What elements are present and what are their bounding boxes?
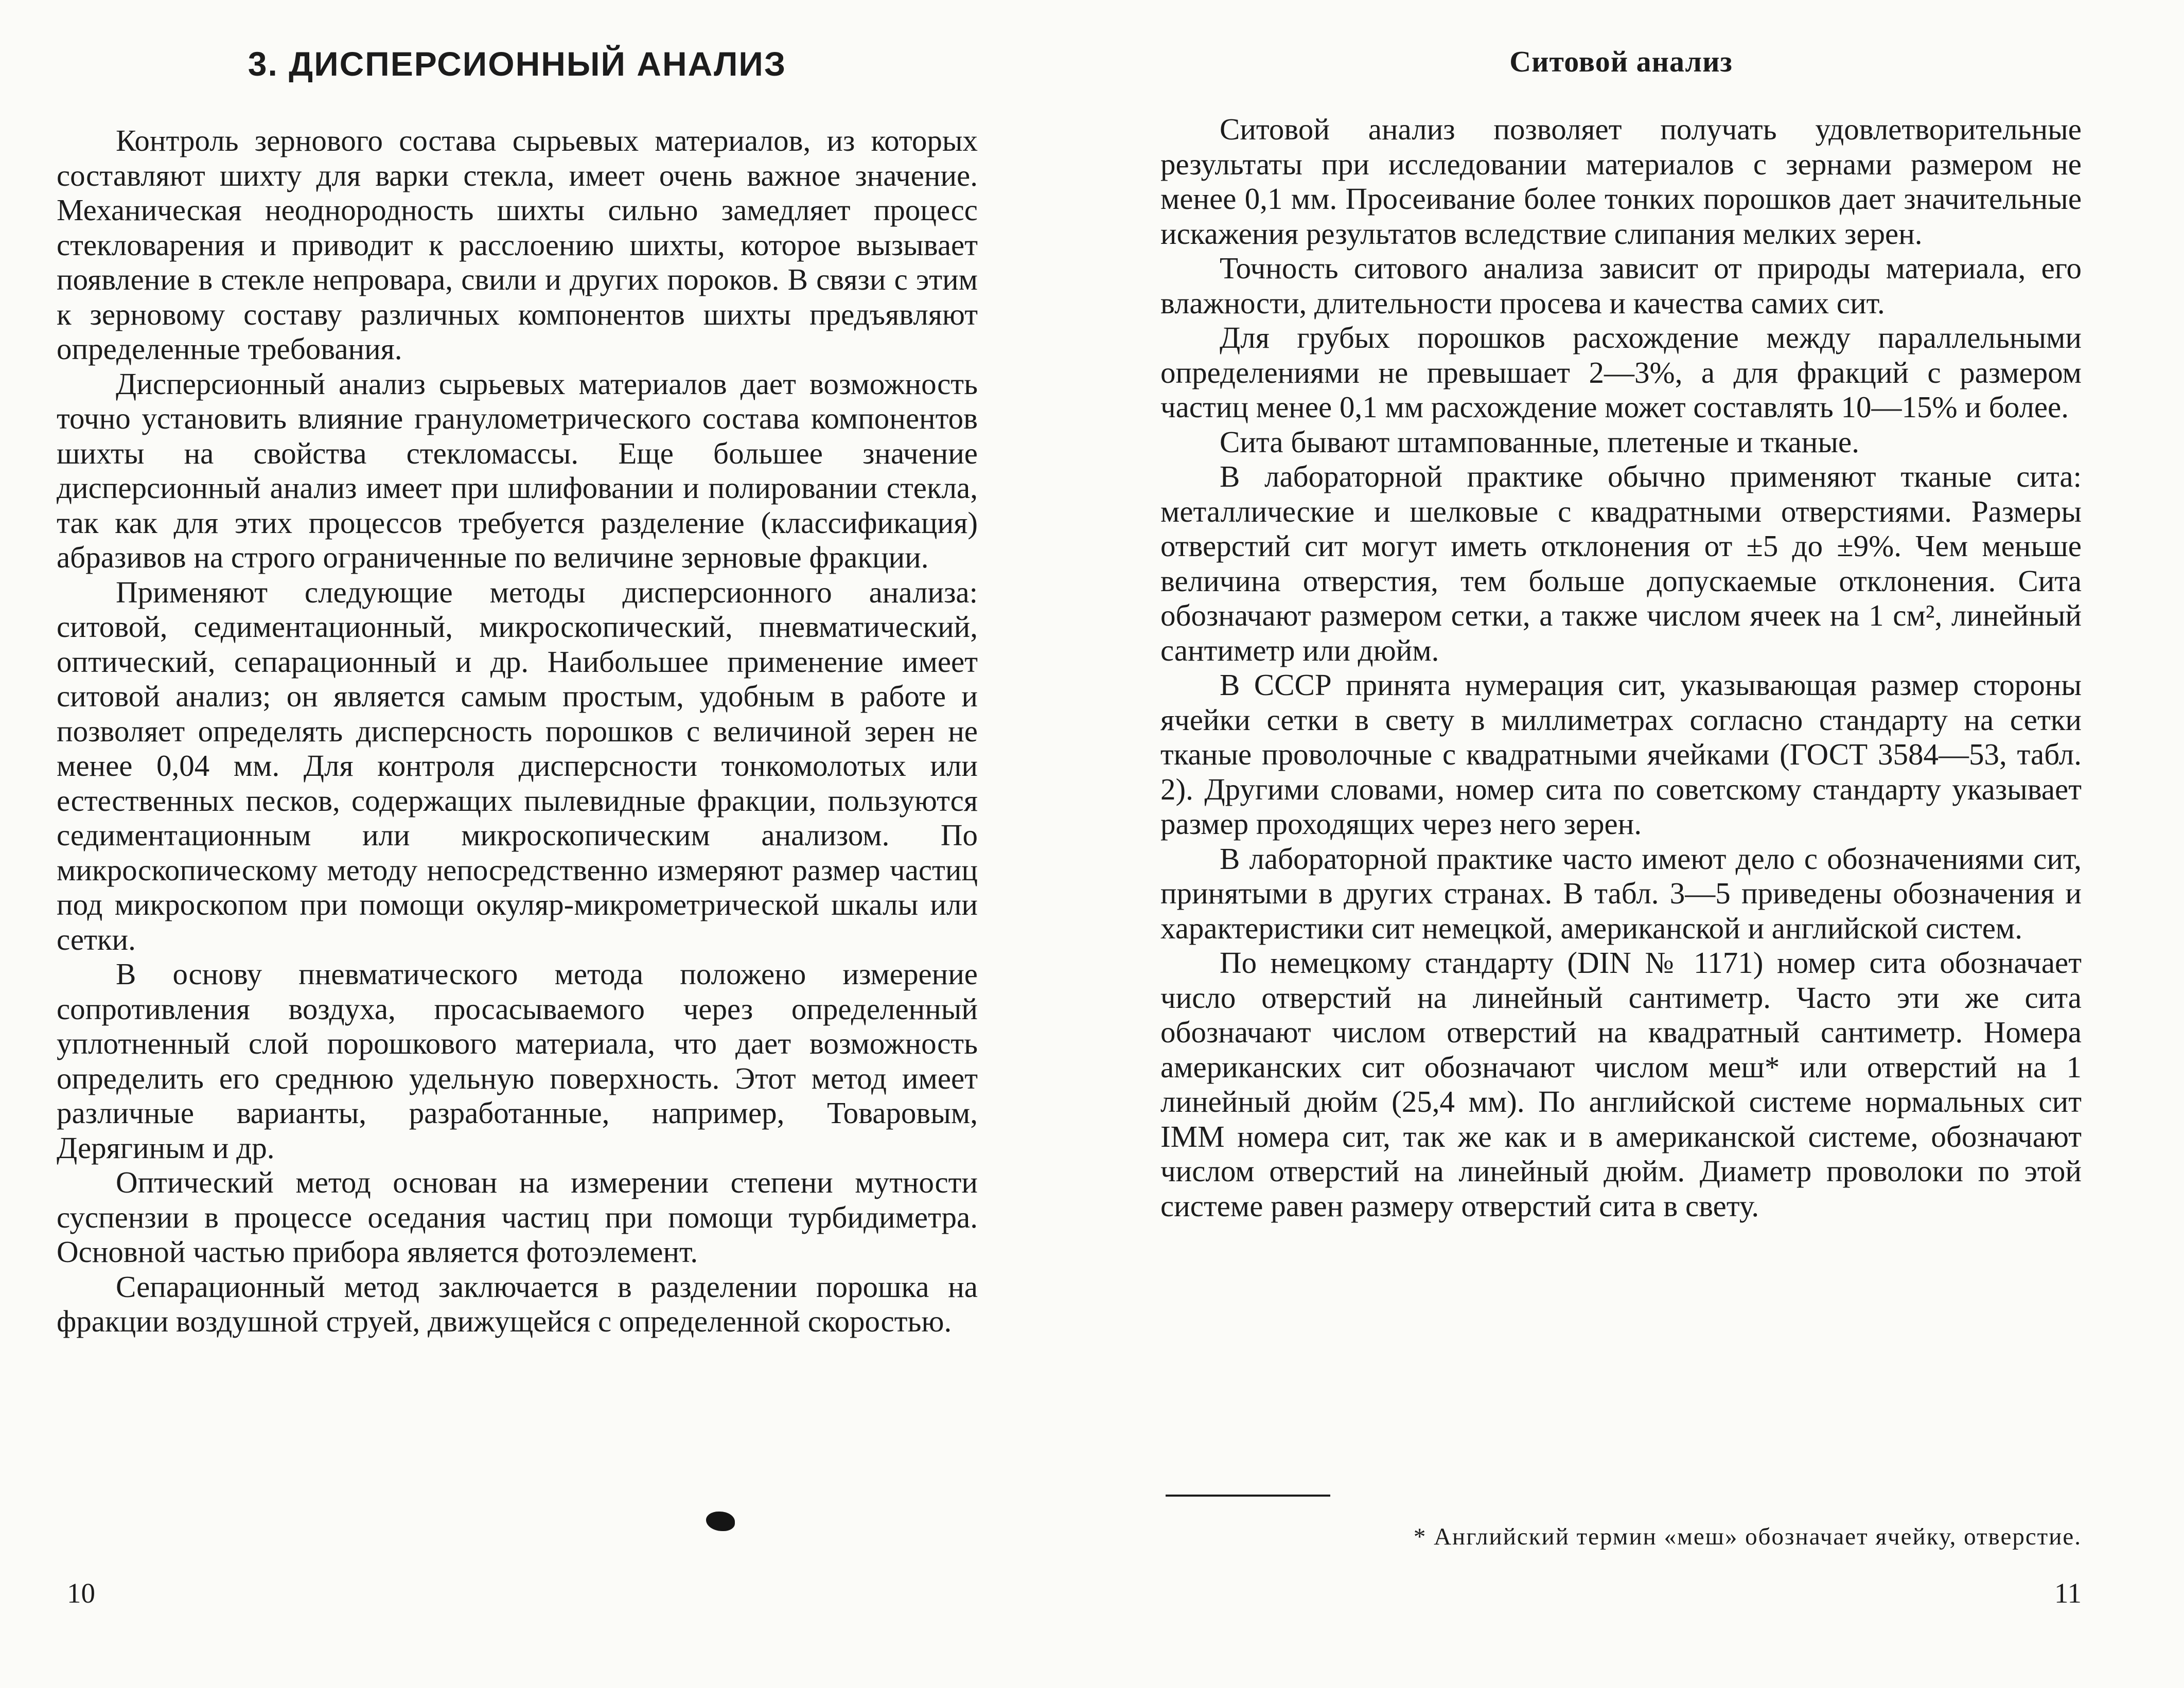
- paragraph: Контроль зернового состава сырьевых материалов, из которых составляют шихту для варки стекла, имеет очень важное значение. Механическая неоднородность шихты сильно замедляет процесс стекловарения и приводит к расслоению шихты, которое вызывает появление в стекле непровара, свили и других пороков. В связи с этим к зерновому составу различных компонентов шихты предъявляют определенные требования.: [57, 123, 978, 366]
- page-number: 10: [67, 1577, 95, 1609]
- paragraph: Сепарационный метод заключается в разделении порошка на фракции воздушной струей, движущейся с определенной скоростью.: [57, 1269, 978, 1338]
- right-page: [1160, 0, 2082, 1688]
- paragraph: В СССР принята нумерация сит, указывающая размер стороны ячейки сетки в свету в миллиметрах согласно стандарту на сетки тканые проволочные с квадратными ячейками (ГОСТ 3584—53, табл. 2). Другими словами, номер сита по советскому стандарту указывает размер проходящих через него зерен.: [1160, 668, 2082, 841]
- paragraph: В лабораторной практике часто имеют дело с обозначениями сит, принятыми в других странах. В табл. 3—5 приведены обозначения и характеристики сит немецкой, американской и английской систем.: [1160, 841, 2082, 945]
- page-number: 11: [2054, 1577, 2082, 1609]
- paragraph: По немецкому стандарту (DIN № 1171) номер сита обозначает число отверстий на линейный сантиметр. Часто эти же сита обозначают числом отверстий на квадратный сантиметр. Номера американских сит обозначают числом меш* или отверстий на 1 линейный дюйм (25,4 мм). По английской системе нормальных сит IMM номера сит, так же как и в американской системе, обозначают числом отверстий на линейный дюйм. Диаметр проволоки по этой системе равен размеру отверстий сита в свету.: [1160, 946, 2082, 1223]
- right-body-text: [1160, 112, 2082, 1223]
- left-body-text: [57, 123, 978, 1339]
- paragraph: В основу пневматического метода положено измерение сопротивления воздуха, просасываемого через определенный уплотненный слой порошкового материала, что дает возможность определить его среднюю удельную поверхность. Этот метод имеет различные варианты, разработанные, например, Товаровым, Дерягиным и др.: [57, 957, 978, 1165]
- paragraph: Сита бывают штампованные, плетеные и тканые.: [1220, 424, 1859, 459]
- footnote: * Английский термин «меш» обозначает ячейку, отверстие.: [1413, 1523, 2082, 1550]
- paragraph: Для грубых порошков расхождение между параллельными определениями не превышает 2—3%, а для фракций с размером частиц менее 0,1 мм расхождение может составлять 10—15% и более.: [1160, 321, 2082, 424]
- footnote-rule: [1166, 1495, 1330, 1497]
- subsection-heading: Ситовой анализ: [1509, 45, 1733, 78]
- paragraph: Применяют следующие методы дисперсионного анализа: ситовой, седиментационный, микроскопический, пневматический, оптический, сепарационный и др. Наибольшее применение имеет ситовой анализ; он является самым простым, удобным в работе и позволяет определять дисперсность порошков с величиной зерен не менее 0,04 мм. Для контроля дисперсности тонкомолотых или естественных песков, содержащих пылевидные фракции, пользуются седиментационным или микроскопическим анализом. По микроскопическому методу непосредственно измеряют размер частиц под микроскопом при помощи окуляр-микрометрической шкалы или сетки.: [57, 575, 978, 956]
- paragraph: Ситовой анализ позволяет получать удовлетворительные результаты при исследовании материалов с зернами размером не менее 0,1 мм. Просеивание более тонких порошков дает значительные искажения результатов вследствие слипания мелких зерен.: [1160, 112, 2082, 251]
- ink-blot: [706, 1512, 735, 1531]
- paragraph: В лабораторной практике обычно применяют тканые сита: металлические и шелковые с квадратными отверстиями. Размеры отверстий сит могут иметь отклонения от ±5 до ±9%. Чем меньше величина отверстия, тем больше допускаемые отклонения. Сита обозначают размером сетки, а также числом ячеек на 1 см², линейный сантиметр или дюйм.: [1160, 459, 2082, 667]
- paragraph: Дисперсионный анализ сырьевых материалов дает возможность точно установить влияние гранулометрического состава компонентов шихты на свойства стекломассы. Еще большее значение дисперсионный анализ имеет при шлифовании и полировании стекла, так как для этих процессов требуется разделение (классификация) абразивов на строго ограниченные по величине зерновые фракции.: [57, 366, 978, 574]
- section-heading: 3. ДИСПЕРСИОННЫЙ АНАЛИЗ: [248, 45, 787, 83]
- paragraph: Точность ситового анализа зависит от природы материала, его влажности, длительности просева и качества самих сит.: [1160, 251, 2082, 320]
- left-page: [57, 0, 978, 1688]
- paragraph: Оптический метод основан на измерении степени мутности суспензии в процессе оседания частиц при помощи турбидиметра. Основной частью прибора является фотоэлемент.: [57, 1165, 978, 1269]
